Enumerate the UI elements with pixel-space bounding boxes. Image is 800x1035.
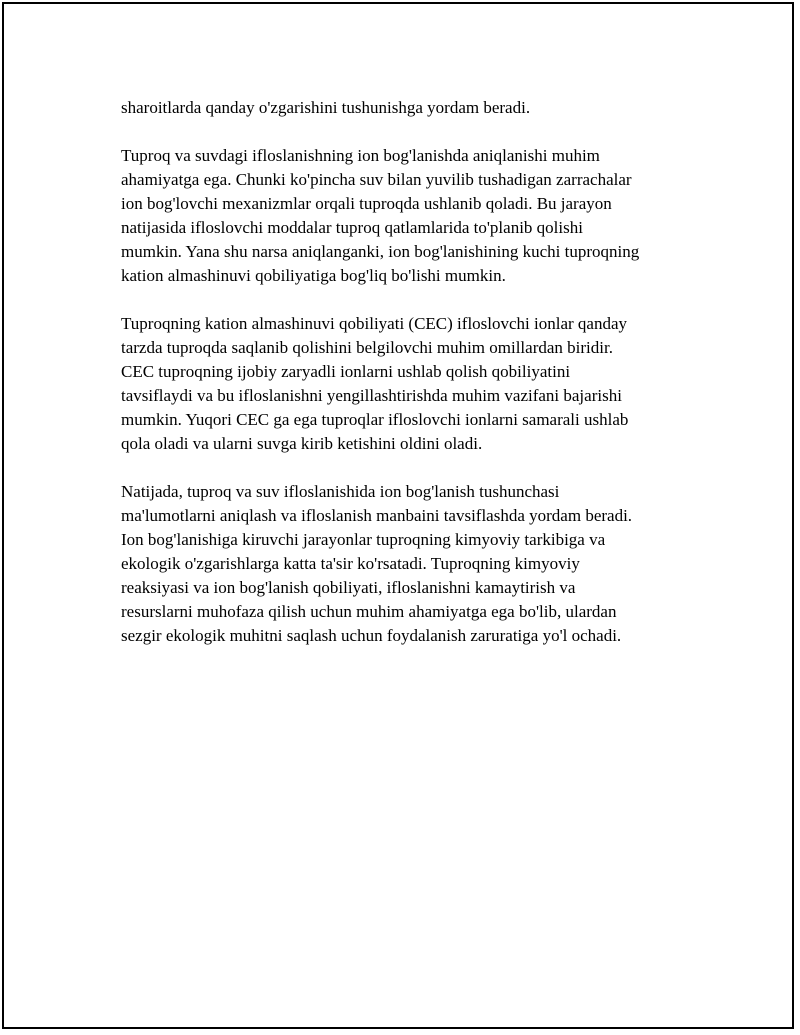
paragraph-2 <box>121 144 696 288</box>
text-line: tarzda tuproqda saqlanib qolishini belgilovchi muhim omillardan biridir. <box>121 338 613 357</box>
text-line: tavsiflaydi va bu ifloslanishni yengillashtirishda muhim vazifani bajarishi <box>121 386 622 405</box>
paragraph-1 <box>121 96 696 120</box>
document-body <box>121 96 696 672</box>
text-line: sezgir ekologik muhitni saqlash uchun foydalanish zaruratiga yo'l ochadi. <box>121 626 622 645</box>
text-line: natijasida ifloslovchi moddalar tuproq qatlamlarida to'planib qolishi <box>121 218 583 237</box>
text-line: qola oladi va ularni suvga kirib ketishini oldini oladi. <box>121 434 483 453</box>
text-line: mumkin. Yana shu narsa aniqlanganki, ion bog'lanishining kuchi tuproqning <box>121 242 640 261</box>
text-line: mumkin. Yuqori CEC ga ega tuproqlar ifloslovchi ionlarni samarali ushlab <box>121 410 629 429</box>
text-line: CEC tuproqning ijobiy zaryadli ionlarni ushlab qolish qobiliyatini <box>121 362 571 381</box>
text-line: sharoitlarda qanday o'zgarishini tushunishga yordam beradi. <box>121 98 531 117</box>
text-line: ion bog'lovchi mexanizmlar orqali tuproqda ushlanib qoladi. Bu jarayon <box>121 194 612 213</box>
paragraph-4 <box>121 480 696 648</box>
paragraph-3 <box>121 312 696 456</box>
text-line: Natijada, tuproq va suv ifloslanishida ion bog'lanish tushunchasi <box>121 482 560 501</box>
text-line: Ion bog'lanishiga kiruvchi jarayonlar tuproqning kimyoviy tarkibiga va <box>121 530 606 549</box>
document-page <box>2 2 794 1029</box>
text-line: kation almashinuvi qobiliyatiga bog'liq bo'lishi mumkin. <box>121 266 506 285</box>
text-line: ahamiyatga ega. Chunki ko'pincha suv bilan yuvilib tushadigan zarrachalar <box>121 170 632 189</box>
text-line: ma'lumotlarni aniqlash va ifloslanish manbaini tavsiflashda yordam beradi. <box>121 506 633 525</box>
text-line: Tuproqning kation almashinuvi qobiliyati (CEC) ifloslovchi ionlar qanday <box>121 314 628 333</box>
text-line: reaksiyasi va ion bog'lanish qobiliyati, ifloslanishni kamaytirish va <box>121 578 576 597</box>
text-line: Tuproq va suvdagi ifloslanishning ion bog'lanishda aniqlanishi muhim <box>121 146 600 165</box>
text-line: resurslarni muhofaza qilish uchun muhim ahamiyatga ega bo'lib, ulardan <box>121 602 617 621</box>
text-line: ekologik o'zgarishlarga katta ta'sir ko'rsatadi. Tuproqning kimyoviy <box>121 554 580 573</box>
